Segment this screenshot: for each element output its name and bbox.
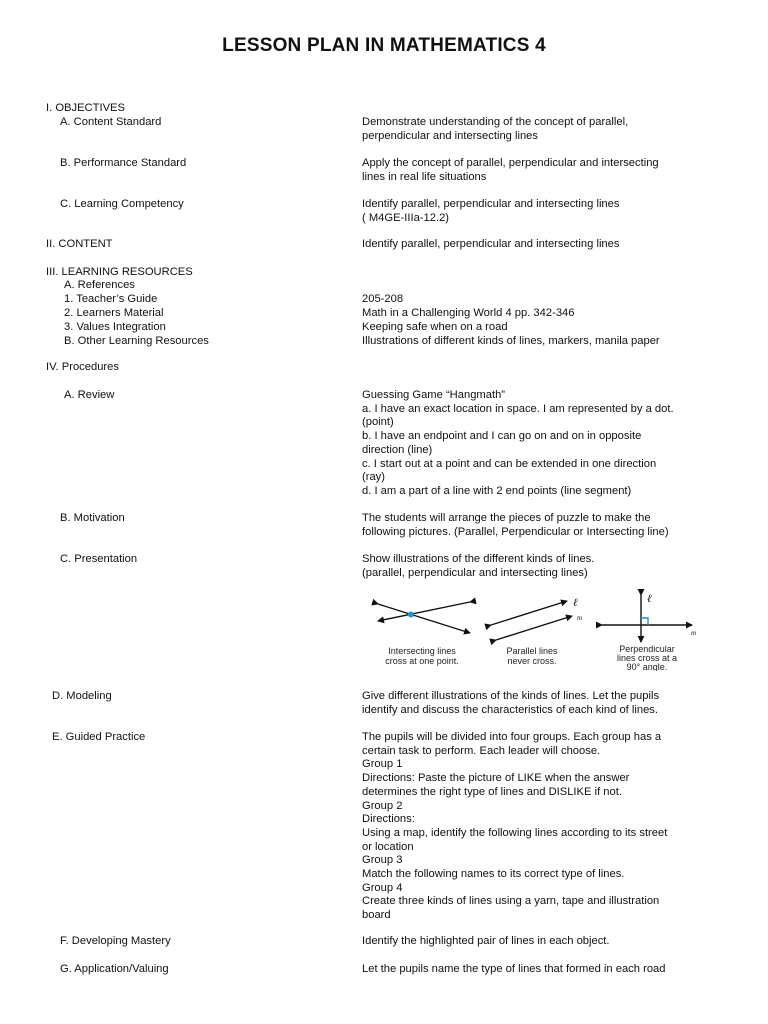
- other-resources-label: B. Other Learning Resources: [64, 335, 209, 347]
- application-text: Let the pupils name the type of lines that formed in each road: [362, 963, 666, 975]
- intersection-point: [408, 612, 414, 618]
- learners-material-value: Math in a Challenging World 4 pp. 342-346: [362, 307, 575, 319]
- modeling-text: Give different illustrations of the kinds of lines. Let the pupils identify and discuss the characteristics of each kind of lines.: [362, 690, 660, 716]
- procedures-heading: IV. Procedures: [46, 361, 119, 373]
- review-label: A. Review: [64, 389, 115, 401]
- teachers-guide-label: 1. Teacher’s Guide: [64, 293, 158, 305]
- perpendicular-caption-1: Perpendicular: [619, 644, 675, 654]
- learning-competency-label: C. Learning Competency: [60, 198, 184, 210]
- learning-competency-text: Identify parallel, perpendicular and intersecting lines ( M4GE-IIIa-12.2): [362, 198, 620, 224]
- intersecting-caption-2: cross at one point.: [385, 656, 459, 666]
- parallel-caption-1: Parallel lines: [506, 646, 558, 656]
- content-heading: II. CONTENT: [46, 238, 113, 250]
- perpendicular-label-l: ℓ: [647, 593, 652, 605]
- intersecting-caption-1: Intersecting lines: [388, 646, 456, 656]
- application-label: G. Application/Valuing: [60, 963, 169, 975]
- parallel-label-m: m: [577, 614, 583, 622]
- modeling-label: D. Modeling: [52, 690, 112, 702]
- perpendicular-caption-3: 90° angle.: [626, 662, 668, 671]
- presentation-label: C. Presentation: [60, 553, 138, 565]
- perpendicular-caption-2: lines cross at a: [616, 653, 678, 663]
- perpendicular-label-m: m: [691, 629, 697, 637]
- motivation-text: The students will arrange the pieces of puzzle to make the following pictures. (Parallel, Perpendicular or Intersecting line): [362, 512, 669, 538]
- intersecting-lines-diagram: [378, 602, 470, 666]
- presentation-text: Show illustrations of the different kinds of lines. (parallel, perpendicular and intersecting lines): [362, 553, 595, 579]
- values-integration-value: Keeping safe when on a road: [362, 321, 508, 333]
- resources-heading: III. LEARNING RESOURCES: [46, 266, 193, 278]
- parallel-caption-2: never cross.: [507, 656, 557, 666]
- lines-illustration: [358, 589, 704, 671]
- other-resources-value: Illustrations of different kinds of lines, markers, manila paper: [362, 335, 660, 347]
- guided-practice-label: E. Guided Practice: [52, 731, 146, 743]
- lines-illustration-svg: [358, 589, 704, 671]
- objectives-heading: I. OBJECTIVES: [46, 102, 125, 114]
- document-title: LESSON PLAN IN MATHEMATICS 4: [222, 35, 546, 56]
- right-angle-marker: [641, 618, 648, 625]
- learners-material-label: 2. Learners Material: [64, 307, 164, 319]
- content-text: Identify parallel, perpendicular and intersecting lines: [362, 238, 620, 250]
- parallel-lines-diagram: [491, 597, 582, 666]
- guided-practice-text: The pupils will be divided into four groups. Each group has a certain task to perform. Each leader will choose. Group 1 Directions: Paste the picture of LIKE when the answer determines the right type of lines and DISLIKE if not. Group 2 Directions: Using a map, identify the following lines according to its street or location Group 3 Match the following names to its correct type of lines. Group 4 Create three kinds of lines using a yarn, tape and illustration board: [362, 731, 668, 922]
- values-integration-label: 3. Values Integration: [64, 321, 166, 333]
- content-standard-text: Demonstrate understanding of the concept of parallel, perpendicular and intersecting lines: [362, 116, 629, 142]
- performance-standard-label: B. Performance Standard: [60, 157, 187, 169]
- review-text: Guessing Game “Hangmath” a. I have an exact location in space. I am represented by a dot. (point) b. I have an endpoint and I can go on and on in opposite direction (line) c. I start out at a point and can be extended in one direction (ray) d. I am a part of a line with 2 end points (line segment): [362, 389, 674, 497]
- developing-mastery-label: F. Developing Mastery: [60, 935, 171, 947]
- parallel-label-l: ℓ: [573, 597, 578, 609]
- performance-standard-text: Apply the concept of parallel, perpendicular and intersecting lines in real life situations: [362, 157, 659, 183]
- perpendicular-lines-diagram: [602, 593, 696, 671]
- content-standard-label: A. Content Standard: [60, 116, 162, 128]
- references-label: A. References: [64, 279, 135, 291]
- motivation-label: B. Motivation: [60, 512, 125, 524]
- teachers-guide-value: 205-208: [362, 293, 404, 305]
- developing-mastery-text: Identify the highlighted pair of lines in each object.: [362, 935, 610, 947]
